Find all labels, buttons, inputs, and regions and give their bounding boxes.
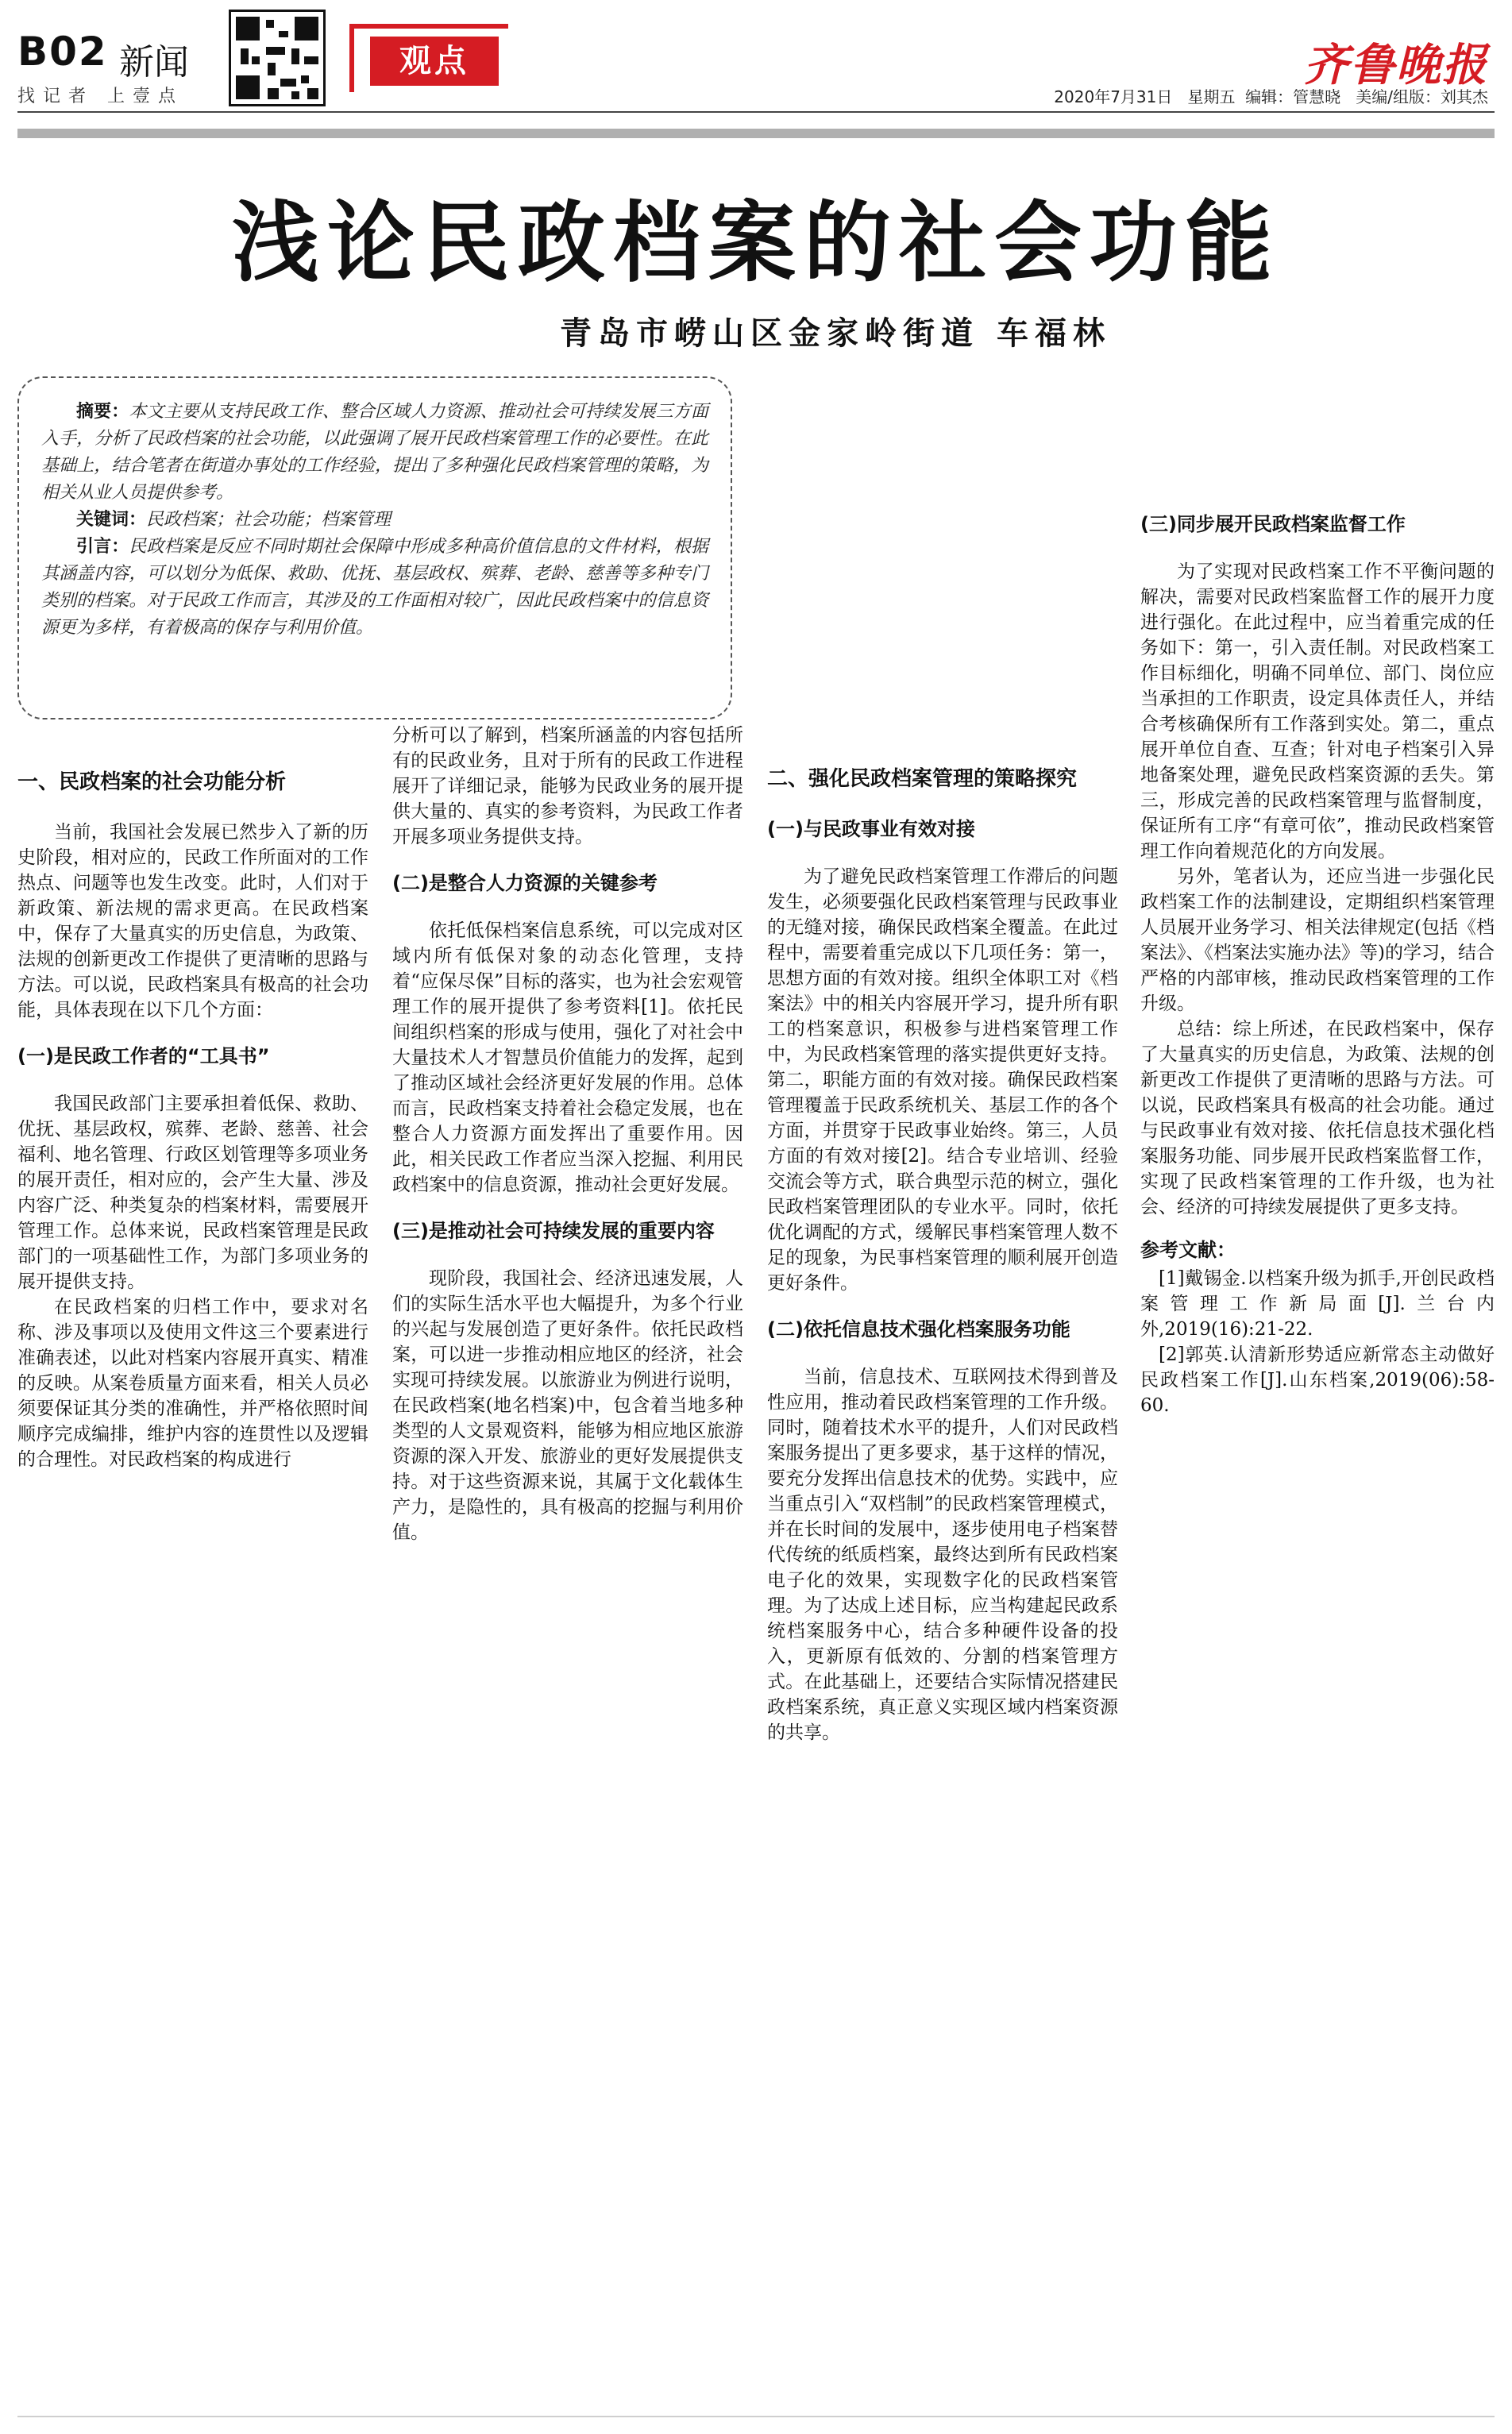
section-name: 新闻: [119, 42, 189, 83]
article-byline: 青岛市崂山区金家岭街道 车福林: [560, 314, 1111, 352]
body-paragraph: 当前，我国社会发展已然步入了新的历史阶段，相对应的，民政工作所面对的工作热点、问题等也发生改变。此时，人们对于新政策、新法规的需求更高。在民政档案中，保存了大量真实的历史信息，为政策、法规的创新更改工作提供了更清晰的思路与方法。可以说，民政档案具有极高的社会功能，具体表现在以下几个方面：: [17, 822, 368, 1020]
qr-code-icon[interactable]: [229, 10, 326, 106]
intro-text: 民政档案是反应不同时期社会保障中形成多种高价值信息的文件材料，根据其涵盖内容，可以划分为低保、救助、优抚、基层政权、殡葬、老龄、慈善等多种专门类别的档案。对于民政工作而言，其涉及的工作面相对较广，因此民政档案中的信息资源更为多样，有着极高的保存与利用价值。: [41, 537, 708, 638]
body-paragraph: 我国民政部门主要承担着低保、救助、优抚、基层政权，殡葬、老龄、慈善、社会福利、地名管理、行政区划管理等多项业务的展开责任，相对应的，会产生大量、涉及内容广泛、种类复杂的档案材料，需要展开管理工作。总体来说，民政档案管理是民政部门的一项基础性工作，为部门多项业务的展开提供支持。: [17, 1094, 368, 1292]
reference-item: [2]郭英.认清新形势适应新常态主动做好民政档案工作[J].山东档案,2019(06):58-60.: [1140, 1344, 1495, 1416]
article-title: 浅论民政档案的社会功能: [232, 192, 1280, 294]
column-tab: [349, 24, 508, 92]
section-1-heading: 一、民政档案的社会功能分析: [17, 770, 287, 794]
abstract-paragraph: [41, 399, 708, 507]
body-paragraph: 依托低保档案信息系统，可以完成对区域内所有低保对象的动态化管理，支持着“应保尽保”目标的落实，也为社会宏观管理工作的展开提供了参考资料[1]。依托民间组织档案的形成与使用，强化了对社会中大量技术人才智慧员价值能力的发挥，起到了推动区域社会经济更好发展的作用。总体而言，民政档案支持着社会稳定发展，也在整合人力资源方面发挥出了重要作用。因此，相关民政工作者应当深入挖掘、利用民政档案中的信息资源，推动社会更好发展。: [392, 920, 743, 1195]
subsection-heading: (二)依托信息技术强化档案服务功能: [767, 1318, 1070, 1340]
designer-credit: 美编/组版：刘其杰: [1356, 87, 1488, 106]
abstract-box: [17, 376, 732, 719]
dateline: [1054, 84, 1488, 107]
column-3: [767, 376, 1118, 1743]
subsection-heading: (一)是民政工作者的“工具书”: [17, 1045, 270, 1067]
abstract-text: 本文主要从支持民政工作、整合区域人力资源、推动社会可持续发展三方面入手，分析了民政档案的社会功能，以此强调了展开民政档案管理工作的必要性。在此基础上，结合笔者在街道办事处的工作经验，提出了多种强化民政档案管理的策略，为相关从业人员提供参考。: [41, 402, 708, 503]
keywords-text: 民政档案；社会功能；档案管理: [146, 510, 392, 530]
tab-label: 观点: [370, 37, 499, 86]
subsection-heading: (三)同步展开民政档案监督工作: [1140, 513, 1406, 535]
conclusion-paragraph: 总结：综上所述，在民政档案中，保存了大量真实的历史信息，为政策、法规的创新更改工作提供了更清晰的思路与方法。可以说，民政档案具有极高的社会功能。通过与民政事业有效对接、依托信息技术强化档案服务功能、同步展开民政档案监督工作，实现了民政档案管理的工作升级，也为社会、经济的可持续发展提供了更多支持。: [1140, 1019, 1495, 1217]
section-2-heading: 二、强化民政档案管理的策略探究: [767, 767, 1078, 791]
column-2: [392, 723, 743, 1612]
body-paragraph: 在民政档案的归档工作中，要求对名称、涉及事项以及使用文件这三个要素进行准确表述，以此对档案内容展开真实、精准的反映。从案卷质量方面来看，相关人员必须要保证其分类的准确性，并严格依照时间顺序完成编排，维护内容的连贯性以及逻辑的合理性。对民政档案的构成进行: [17, 1297, 368, 1470]
subsection-heading: (一)与民政事业有效对接: [767, 818, 975, 840]
page-number: B02: [17, 29, 108, 75]
issue-weekday: 星期五: [1187, 87, 1236, 106]
footer-rule: [17, 2416, 1495, 2417]
keywords-label: 关键词：: [76, 510, 147, 530]
reference-item: [1]戴锡金.以档案升级为抓手,开创民政档案管理工作新局面[J].兰台内外,2019(16):21-22.: [1140, 1268, 1495, 1340]
intro-label: 引言：: [76, 537, 129, 557]
page-header: [0, 0, 1512, 151]
header-band: [17, 129, 1495, 138]
issue-date: 2020年7月31日: [1054, 87, 1173, 106]
body-paragraph: 为了避免民政档案管理工作滞后的问题发生，必须要强化民政档案管理与民政事业的无缝对接，确保民政档案全覆盖。在此过程中，需要着重完成以下几项任务：第一，思想方面的有效对接。组织全体职工对《档案法》中的相关内容展开学习，提升所有职工的档案意识，积极参与进档案管理工作中，为民政档案管理的落实提供更好支持。第二，职能方面的有效对接。确保民政档案管理覆盖于民政系统机关、基层工作的各个方面，并贯穿于民政事业始终。第三，人员方面的有效对接[2]。结合专业培训、经验交流会等方式，联合典型示范的树立，强化民政档案管理团队的专业水平。同时，依托优化调配的方式，缓解民事档案管理人数不足的现象，为民事档案管理的顺利展开创造更好条件。: [767, 866, 1118, 1294]
subsection-heading: (三)是推动社会可持续发展的重要内容: [392, 1220, 715, 1242]
editor-credit: 编辑：管慧晓: [1245, 87, 1341, 106]
column-1: [17, 754, 368, 1612]
newspaper-logo: 齐鲁晚报: [1304, 39, 1488, 91]
reporter-slogan: 找记者 上壹点: [17, 87, 183, 106]
body-paragraph: 分析可以了解到，档案所涵盖的内容包括所有的民政业务，且对于所有的民政工作进程展开了详细记录，能够为民政业务的展开提供大量的、真实的参考资料，为民政工作者开展多项业务提供支持。: [392, 725, 743, 847]
references-heading: 参考文献：: [1140, 1239, 1236, 1261]
intro-paragraph: [41, 534, 708, 642]
body-paragraph: 当前，信息技术、互联网技术得到普及性应用，推动着民政档案管理的工作升级。同时，随着技术水平的提升，人们对民政档案服务提出了更多要求，基于这样的情况，要充分发挥出信息技术的优势。实践中，应当重点引入“双档制”的民政档案管理模式，并在长时间的发展中，逐步使用电子档案替代传统的纸质档案，最终达到所有民政档案电子化的效果，实现数字化的民政档案管理。为了达成上述目标，应当构建起民政系统档案服务中心，结合多种硬件设备的投入，更新原有低效的、分割的档案管理方式。在此基础上，还要结合实际情况搭建民政档案系统，真正意义实现区域内档案资源的共享。: [767, 1367, 1118, 1743]
body-paragraph: 为了实现对民政档案工作不平衡问题的解决，需要对民政档案监督工作的展开力度进行强化。在此过程中，应当着重完成的任务如下：第一，引入责任制。对民政档案工作目标细化，明确不同单位、部门、岗位应当承担的工作职责，设定具体责任人，并结合考核确保所有工作落到实处。第二，重点展开单位自查、互查；针对电子档案引入异地备案处理，避免民政档案资源的丢失。第三，形成完善的民政档案管理与监督制度，保证所有工序“有章可依”，推动民政档案管理工作向着规范化的方向发展。: [1140, 561, 1495, 862]
header-rule: [17, 111, 1495, 113]
body-paragraph: 另外，笔者认为，还应当进一步强化民政档案工作的法制建设，定期组织档案管理人员展开业务学习、相关法律规定(包括《档案法》、《档案法实施办法》等)的学习，结合严格的内部审核，推动民政档案管理的工作升级。: [1140, 866, 1495, 1014]
keywords-paragraph: [41, 507, 708, 534]
column-4: [1140, 376, 1495, 1612]
abstract-label: 摘要：: [76, 402, 129, 422]
subsection-heading: (二)是整合人力资源的关键参考: [392, 872, 658, 894]
body-paragraph: 现阶段，我国社会、经济迅速发展，人们的实际生活水平也大幅提升，为多个行业的兴起与发展创造了更好条件。依托民政档案，可以进一步推动相应地区的经济，社会实现可持续发展。以旅游业为例进行说明，在民政档案(地名档案)中，包含着当地多种类型的人文景观资料，能够为相应地区旅游资源的深入开发、旅游业的更好发展提供支持。对于这些资源来说，其属于文化载体生产力，是隐性的，具有极高的挖掘与利用价值。: [392, 1268, 743, 1543]
